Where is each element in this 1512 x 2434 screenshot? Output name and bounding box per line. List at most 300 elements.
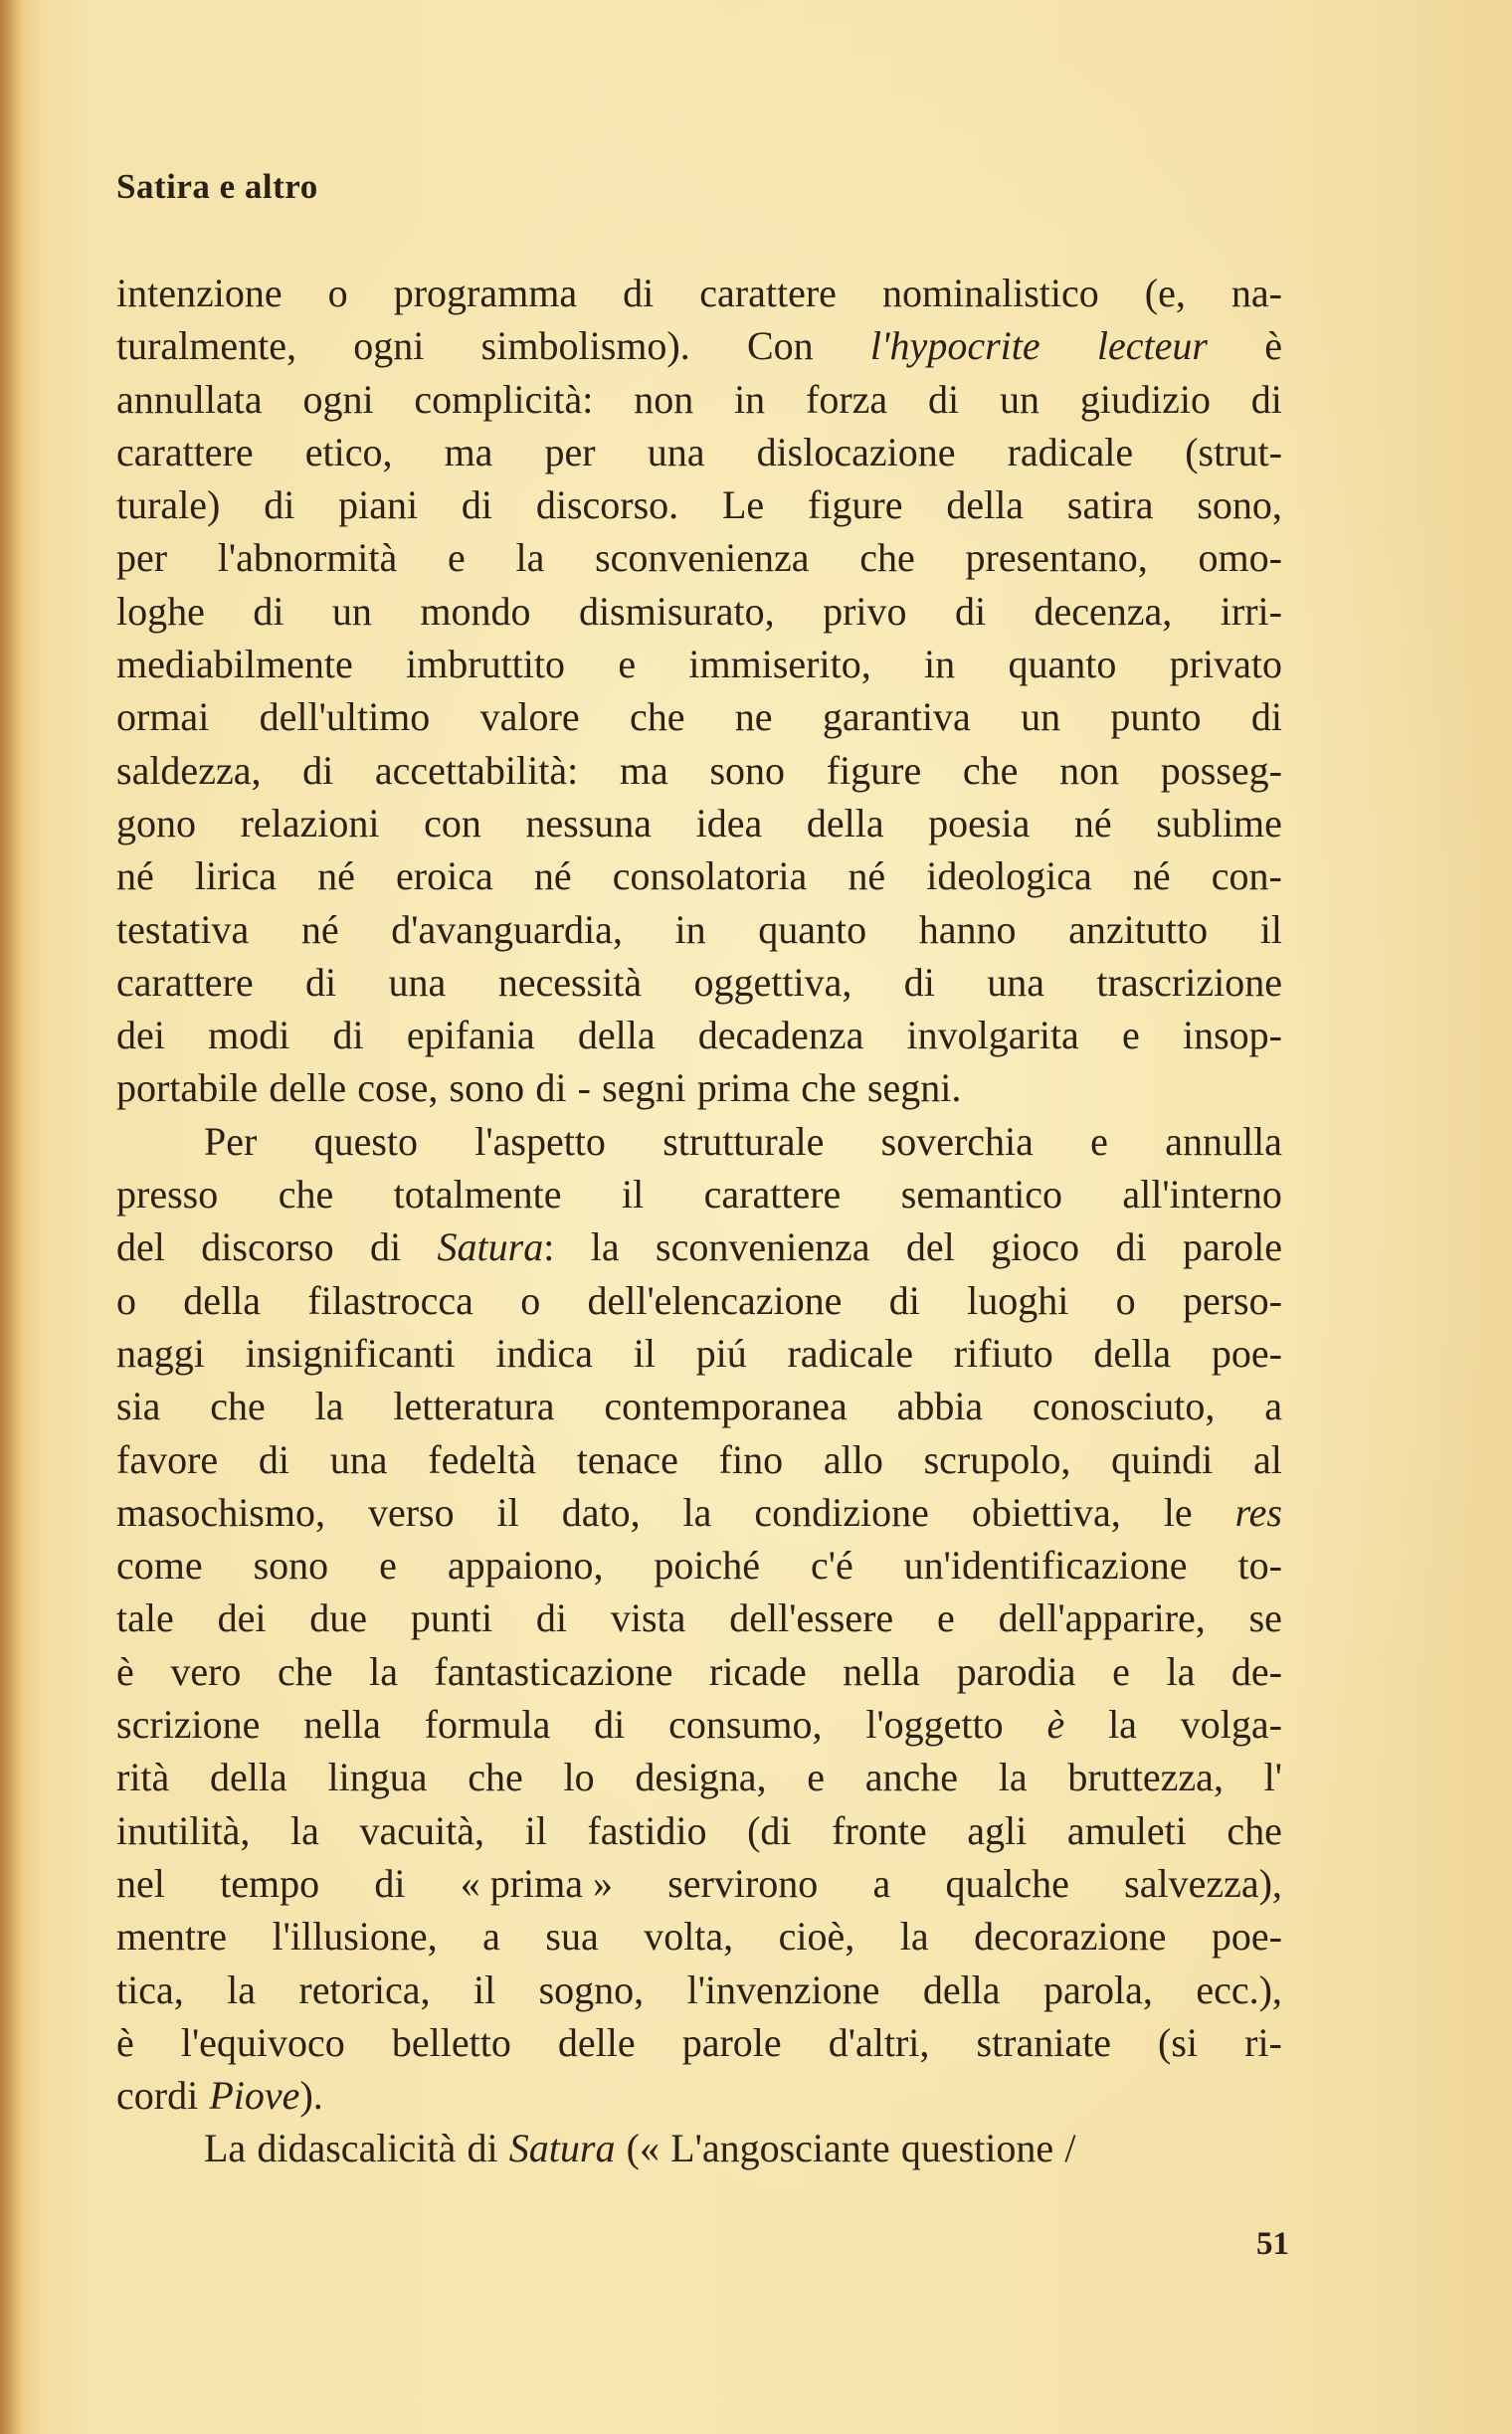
word: piani — [338, 482, 419, 528]
word: in — [734, 376, 766, 422]
word: delle — [269, 1065, 347, 1111]
word: in — [674, 906, 706, 952]
word: o — [1115, 1277, 1136, 1323]
word: rità — [116, 1755, 170, 1800]
word: un — [1000, 376, 1040, 422]
word: l'invenzione — [686, 1966, 880, 2012]
word: dei — [116, 1013, 165, 1058]
word: servirono — [667, 1860, 819, 1906]
word: né — [1132, 853, 1171, 899]
word: programma — [393, 271, 578, 315]
word: letteratura — [393, 1384, 555, 1429]
word: semantico — [900, 1172, 1062, 1217]
text-line — [116, 1168, 1282, 1220]
word: un'identificazione — [903, 1543, 1188, 1589]
word: volga- — [1180, 1702, 1282, 1748]
word: Le — [722, 482, 765, 528]
word: parole — [681, 2019, 782, 2065]
word: bruttezza, — [1067, 1755, 1224, 1800]
word: di — [928, 376, 960, 422]
word: la — [682, 1489, 712, 1535]
word: fino — [718, 1436, 784, 1482]
word: ). — [299, 2073, 323, 2119]
word: condizione — [754, 1489, 929, 1535]
text-line — [116, 1964, 1282, 2016]
word: sono — [709, 747, 786, 793]
text-line — [116, 1804, 1282, 1857]
word: simbolismo). — [480, 323, 690, 369]
text-line — [116, 373, 1282, 426]
word: perso- — [1182, 1277, 1282, 1323]
word: sconvenienza — [595, 535, 810, 581]
word: etico, — [304, 429, 393, 474]
word: mentre — [116, 1914, 228, 1960]
word: discorso — [201, 1224, 334, 1270]
word: dell'apparire, — [998, 1595, 1206, 1641]
word: il — [621, 1172, 645, 1217]
word: ecc.), — [1196, 1966, 1282, 2012]
word: dell'ultimo — [259, 694, 431, 740]
word: retorica, — [298, 1966, 431, 2012]
word: di — [594, 1702, 626, 1748]
word: ri- — [1244, 2019, 1282, 2065]
word: decorazione — [974, 1914, 1167, 1960]
word: ormai — [116, 694, 210, 740]
text-line — [116, 2069, 1282, 2122]
word: (e, — [1144, 271, 1186, 315]
word: - — [577, 1065, 591, 1111]
word: totalmente — [393, 1172, 562, 1217]
text-line — [116, 1591, 1282, 1644]
word: radicale — [1007, 429, 1134, 474]
word: di — [535, 1595, 568, 1641]
word: oggettiva, — [693, 959, 852, 1005]
text-line — [116, 1645, 1282, 1698]
word: sono — [449, 1065, 525, 1111]
word: sublime — [1156, 800, 1282, 845]
text-line — [116, 478, 1282, 531]
word: d'avanguardia, — [391, 906, 623, 952]
word: cioè, — [778, 1914, 855, 1960]
word: anzitutto — [1068, 906, 1209, 952]
word: (di — [747, 1807, 792, 1853]
word: in — [924, 642, 956, 687]
word: poe- — [1211, 1330, 1282, 1376]
word: ideologica — [926, 853, 1092, 899]
text-line — [116, 267, 1282, 319]
word: sconvenienza — [656, 1224, 870, 1270]
word: obiettiva, — [971, 1489, 1121, 1535]
word: parole — [1183, 1224, 1282, 1270]
word: di — [461, 482, 493, 528]
word: privo — [823, 588, 907, 634]
text-line — [116, 2122, 1282, 2174]
word: due — [309, 1595, 368, 1641]
word: hanno — [918, 906, 1017, 952]
word: che — [468, 1755, 523, 1800]
word: annulla — [1165, 1118, 1282, 1164]
word: che — [962, 747, 1019, 793]
word: l'equivoco — [180, 2019, 345, 2065]
word: che — [859, 535, 915, 581]
word: vista — [610, 1595, 686, 1641]
text-line — [116, 1539, 1282, 1591]
text-line — [116, 319, 1282, 372]
word: punti — [410, 1595, 493, 1641]
word: qualche — [945, 1860, 1069, 1906]
word: posseg- — [1160, 747, 1282, 793]
word: la — [899, 1914, 929, 1960]
word: a — [872, 1860, 891, 1906]
word: tenace — [576, 1436, 678, 1482]
word: abbia — [896, 1384, 984, 1429]
word: presentano, — [965, 535, 1148, 581]
word: c'é — [810, 1543, 853, 1589]
word: di — [467, 2126, 498, 2171]
word: irri- — [1220, 588, 1282, 634]
word: e — [379, 1543, 397, 1589]
word: una — [388, 959, 447, 1005]
word: allo — [823, 1436, 883, 1482]
word: giudizio — [1079, 376, 1211, 422]
word: e — [1090, 1118, 1108, 1164]
word: o — [116, 1277, 136, 1323]
word: e — [448, 535, 466, 581]
word: insop- — [1182, 1013, 1282, 1058]
word: testativa — [116, 906, 250, 952]
word: di — [954, 588, 987, 634]
word: necessità — [497, 959, 643, 1005]
word: L'angosciante — [670, 2126, 890, 2171]
text-line — [116, 1910, 1282, 1963]
word: l'oggetto — [865, 1702, 1004, 1748]
text-line — [116, 744, 1282, 797]
word: né — [848, 853, 886, 899]
word-group — [209, 2069, 322, 2122]
word: di — [332, 1013, 364, 1058]
text-line — [116, 1327, 1282, 1380]
word: ma — [619, 747, 668, 793]
word: della — [806, 800, 884, 845]
text-line — [116, 1433, 1282, 1486]
word: scrizione — [116, 1702, 261, 1748]
word: di — [258, 1436, 290, 1482]
word: non — [1059, 747, 1120, 793]
text-line — [116, 1380, 1282, 1432]
word: per — [116, 535, 168, 581]
word: modi — [208, 1013, 290, 1058]
word: contemporanea — [604, 1384, 848, 1429]
word: della — [210, 1755, 287, 1800]
word: piú — [695, 1330, 747, 1376]
word: la — [998, 1755, 1028, 1800]
word: punto — [1110, 694, 1202, 740]
word: non — [634, 376, 694, 422]
word: : — [543, 1224, 555, 1270]
word: (strut- — [1185, 429, 1282, 474]
word: all'interno — [1122, 1172, 1282, 1217]
word: (« — [626, 2126, 660, 2171]
word: la — [1108, 1702, 1137, 1748]
word: poiché — [654, 1543, 761, 1589]
word: di — [1115, 1224, 1147, 1270]
text-line — [116, 638, 1282, 690]
word: che — [278, 1172, 334, 1217]
word: della — [577, 1013, 656, 1058]
word: lecteur — [1096, 323, 1208, 369]
word: una — [329, 1436, 388, 1482]
word: complicità: — [414, 376, 594, 422]
text-line — [116, 1698, 1282, 1751]
word: che — [801, 1065, 856, 1111]
word: parola, — [1042, 1966, 1153, 2012]
text-line — [116, 2016, 1282, 2069]
word: né — [533, 853, 572, 899]
word: privato — [1169, 642, 1282, 687]
word: dei — [217, 1595, 267, 1641]
word: una — [647, 429, 705, 474]
word: di — [253, 588, 284, 634]
word: belletto — [391, 2019, 511, 2065]
word: la — [590, 1224, 620, 1270]
word: insignificanti — [245, 1330, 456, 1376]
word: con- — [1211, 853, 1282, 899]
word: nominalistico — [881, 271, 1099, 315]
word: ogni — [302, 376, 374, 422]
page-gutter-shadow — [0, 0, 22, 2434]
word: che — [629, 694, 685, 740]
word: di — [1250, 376, 1282, 422]
word: figure — [808, 482, 903, 528]
text-line — [116, 956, 1282, 1009]
running-title: Satira e altro — [116, 167, 318, 206]
word: Piove — [209, 2073, 300, 2119]
word: di — [305, 959, 337, 1005]
word: ma — [444, 429, 493, 474]
word: epifania — [406, 1013, 535, 1058]
word: volta, — [644, 1914, 734, 1960]
word: per — [544, 429, 596, 474]
word: dato, — [561, 1489, 641, 1535]
word: della — [922, 1966, 1001, 2012]
word: gono — [116, 800, 196, 845]
word: scrupolo, — [923, 1436, 1071, 1482]
page-number: 51 — [1256, 2226, 1289, 2262]
word: loghe — [116, 588, 205, 634]
word: relazioni — [240, 800, 380, 845]
word: radicale — [787, 1330, 914, 1376]
word: decadenza — [697, 1013, 864, 1058]
word: nessuna — [525, 800, 653, 845]
word: immiserito, — [688, 642, 871, 687]
word: una — [987, 959, 1044, 1005]
word: amuleti — [1066, 1807, 1187, 1853]
word: annullata — [116, 376, 263, 422]
word: salvezza), — [1124, 1860, 1282, 1906]
word: formula — [424, 1702, 551, 1748]
word: lingua — [327, 1755, 428, 1800]
word: questione — [900, 2126, 1054, 2171]
word: La — [204, 2126, 247, 2171]
word: accettabilità: — [374, 747, 579, 793]
text-line — [116, 1061, 1282, 1114]
text-line — [116, 585, 1282, 638]
text-line — [116, 1751, 1282, 1803]
word: l'abnormità — [217, 535, 398, 581]
word: la — [227, 1966, 257, 2012]
text-line — [116, 903, 1282, 956]
word-group — [438, 1220, 555, 1273]
word: il — [524, 1807, 547, 1853]
word: la — [369, 1648, 398, 1694]
word: appaiono, — [447, 1543, 604, 1589]
word: Satura — [437, 1224, 544, 1270]
word: parodia — [956, 1648, 1076, 1694]
word: Satura — [508, 2126, 616, 2171]
word: la — [515, 535, 545, 581]
word: dismisurato, — [578, 588, 775, 634]
word: lirica — [194, 853, 278, 899]
word: luoghi — [967, 1277, 1069, 1323]
word: né — [116, 853, 154, 899]
word: tica, — [116, 1966, 184, 2012]
word: didascalicità — [257, 2126, 457, 2171]
word: il — [472, 1966, 496, 2012]
word: né — [317, 853, 355, 899]
word: di — [370, 1224, 402, 1270]
word: tempo — [220, 1860, 320, 1906]
word: e — [807, 1755, 826, 1800]
word: è — [1046, 1702, 1065, 1748]
word: prima — [696, 1065, 791, 1111]
word: segni — [602, 1065, 686, 1111]
word: l'hypocrite — [869, 323, 1040, 369]
word: Con — [746, 323, 814, 369]
word: l' — [1263, 1755, 1282, 1800]
word: to- — [1237, 1543, 1282, 1589]
text-line — [116, 1274, 1282, 1327]
word: ne — [734, 694, 773, 740]
word: lo — [563, 1755, 595, 1800]
word: anche — [864, 1755, 959, 1800]
word: mondo — [420, 588, 531, 634]
word: carattere — [116, 959, 254, 1005]
word: del — [905, 1224, 955, 1270]
text-line — [116, 1220, 1282, 1273]
word: di — [903, 959, 935, 1005]
word: quindi — [1111, 1436, 1214, 1482]
word: intenzione — [116, 271, 283, 315]
word: ogni — [353, 323, 425, 369]
word: dell'elencazione — [587, 1277, 843, 1323]
word: un — [1021, 694, 1061, 740]
word: portabile — [116, 1065, 259, 1111]
word: è — [116, 1648, 134, 1694]
word: della — [183, 1277, 262, 1323]
word: un — [331, 588, 372, 634]
word: a — [1264, 1384, 1282, 1429]
word: filastrocca — [307, 1277, 473, 1323]
word: né — [300, 906, 339, 952]
word: cordi — [116, 2073, 199, 2119]
word: di — [888, 1277, 920, 1323]
word: di — [374, 1860, 406, 1906]
word: il — [496, 1489, 519, 1535]
word: consolatoria — [612, 853, 808, 899]
word: decenza, — [1034, 588, 1173, 634]
word: è — [116, 2019, 134, 2065]
word: le — [1163, 1489, 1193, 1535]
text-line — [116, 531, 1282, 584]
word: la — [290, 1807, 319, 1853]
word: strutturale — [662, 1118, 825, 1164]
word: di — [264, 482, 295, 528]
word: involgarita — [906, 1013, 1079, 1058]
word: se — [1248, 1595, 1282, 1641]
text-line — [116, 1115, 1282, 1168]
word: e — [1112, 1648, 1130, 1694]
word: la — [314, 1384, 344, 1429]
word: cose, — [357, 1065, 439, 1111]
word: sia — [116, 1384, 161, 1429]
word: con — [424, 800, 481, 845]
word: turalmente, — [116, 323, 297, 369]
word: come — [116, 1543, 203, 1589]
word: carattere — [703, 1172, 842, 1217]
text-line — [116, 797, 1282, 849]
text-line — [116, 849, 1282, 902]
word: o — [327, 271, 348, 315]
word: quanto — [1008, 642, 1117, 687]
word: vacuità, — [359, 1807, 485, 1853]
word: saldezza, — [116, 747, 262, 793]
text-line — [116, 1857, 1282, 1910]
word: / — [1064, 2126, 1076, 2171]
word: delle — [557, 2019, 636, 2065]
word: la — [1166, 1648, 1196, 1694]
word: della — [946, 482, 1025, 528]
word: fantasticazione — [434, 1648, 673, 1694]
text-line — [116, 1486, 1282, 1539]
word: agli — [967, 1807, 1028, 1853]
word: nel — [116, 1860, 165, 1906]
word: idea — [695, 800, 763, 845]
word: inutilità, — [116, 1807, 251, 1853]
word: imbruttito — [406, 642, 566, 687]
word: consumo, — [668, 1702, 823, 1748]
word: naggi — [116, 1330, 205, 1376]
word: valore — [479, 694, 580, 740]
word: di — [623, 271, 655, 315]
word: verso — [367, 1489, 455, 1535]
word: satira — [1066, 482, 1154, 528]
word: dell'essere — [729, 1595, 894, 1641]
word: il — [1259, 906, 1282, 952]
word: de- — [1230, 1648, 1282, 1694]
word: quanto — [758, 906, 867, 952]
word: sua — [545, 1914, 599, 1960]
word: poesia — [928, 800, 1031, 845]
word: sogno, — [538, 1966, 645, 2012]
word: Per — [204, 1118, 258, 1164]
word: carattere — [116, 429, 254, 474]
word: di — [535, 1065, 567, 1111]
word: conosciuto, — [1033, 1384, 1216, 1429]
word: rifiuto — [953, 1330, 1053, 1376]
word: garantiva — [822, 694, 971, 740]
word: dislocazione — [756, 429, 956, 474]
word: di — [1250, 694, 1282, 740]
